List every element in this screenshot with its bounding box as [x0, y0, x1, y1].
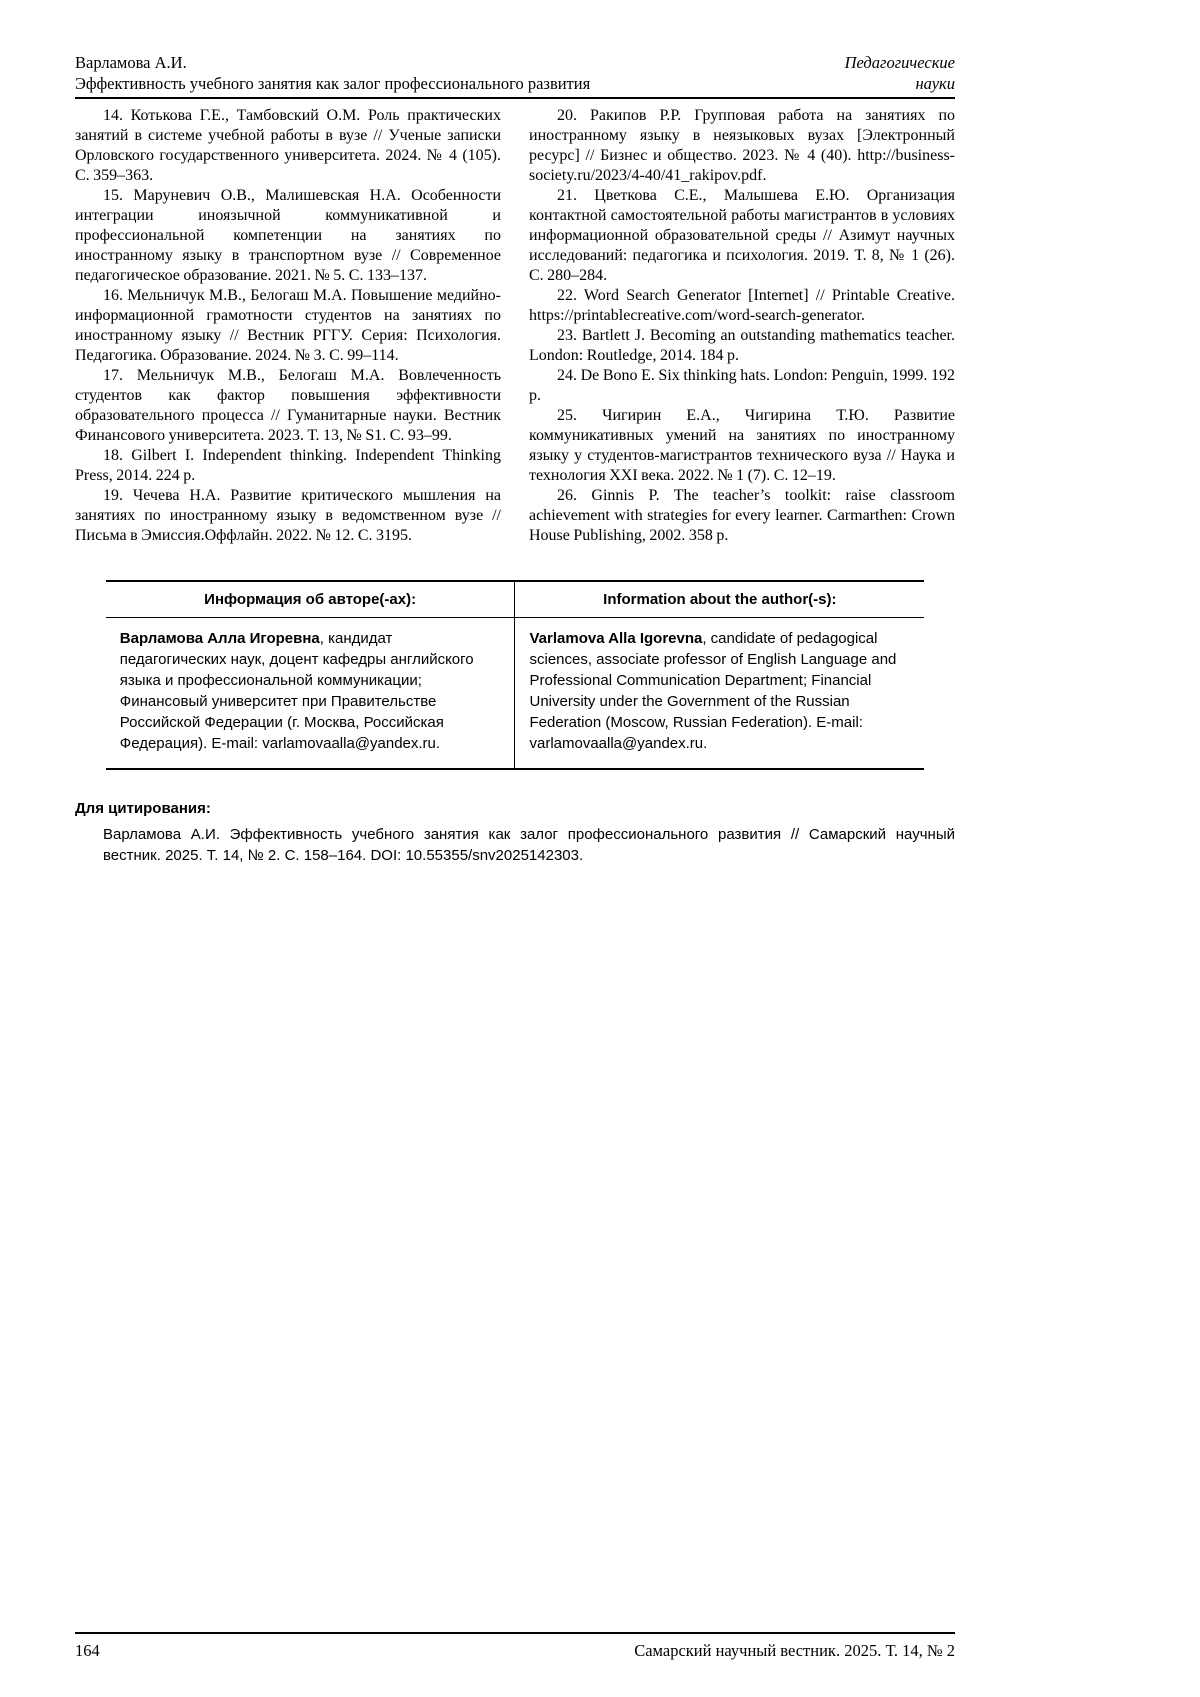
journal-section-line1: Педагогические [844, 53, 955, 72]
reference-item: 14. Котькова Г.Е., Тамбовский О.М. Роль практических занятий в системе учебной работы в вузе // Ученые записки Орловского государственного университета. 2024. № 4 (105). С. 359–363. [75, 107, 501, 184]
author-name-ru: Варламова Алла Игоревна [119, 630, 320, 647]
running-header-row-2 [75, 73, 955, 94]
footer-journal-title: Самарский научный вестник. 2025. Т. 14, № 2 [634, 1641, 955, 1660]
page-footer [75, 1632, 955, 1661]
references-section [75, 106, 955, 546]
page-number: 164 [75, 1641, 100, 1660]
reference-item: 25. Чигирин Е.А., Чигирина Т.Ю. Развитие коммуникативных умений на занятиях по иностранному языку у студентов-магистрантов технического вуза // Наука и технология XXI века. 2022. № 1 (7). С. 12–19. [529, 407, 955, 484]
author-info-header-ru: Информация об авторе(-ах): [106, 581, 515, 618]
reference-item: 19. Чечева Н.А. Развитие критического мышления на занятиях по иностранному языку в ведомственном вузе // Письма в Эмиссия.Оффлайн. 2022. № 12. С. 3195. [75, 487, 501, 544]
running-author: Варламова А.И. [75, 53, 187, 72]
running-title: Эффективность учебного занятия как залог профессионального развития [75, 74, 591, 93]
running-header [75, 52, 955, 99]
reference-item: 23. Bartlett J. Becoming an outstanding mathematics teacher. London: Routledge, 2014. 184 p. [529, 327, 955, 364]
citation-label: Для цитирования: [75, 800, 211, 817]
reference-item: 17. Мельничук М.В., Белогаш М.А. Вовлеченность студентов как фактор повышения эффективности образовательного процесса // Гуманитарные науки. Вестник Финансового университета. 2023. Т. 13, № S1. С. 93–99. [75, 367, 501, 444]
author-info-cell-en [515, 618, 924, 770]
citation-text: Варламова А.И. Эффективность учебного занятия как залог профессионального развития // Самарский научный вестник. 2025. Т. 14, № 2. С. 158–164. DOI: 10.55355/snv2025142303. [103, 826, 955, 864]
references-column-right [529, 106, 955, 546]
reference-item: 22. Word Search Generator [Internet] // Printable Creative. https://printablecreative.com/word-search-generator. [529, 287, 955, 324]
author-name-en: Varlamova Alla Igorevna [529, 630, 703, 647]
author-details-en: , candidate of pedagogical sciences, associate professor of English Language and Professional Communication Department; Financial University under the Government of the Russian Federation (Moscow, Russian Federation). E-mail: varlamovaalla@yandex.ru. [529, 630, 897, 752]
author-details-ru: , кандидат педагогических наук, доцент кафедры английского языка и профессиональной коммуникации; Финансовый университет при Правительстве Российской Федерации (г. Москва, Российская Федерация). E-mail: varlamovaalla@yandex.ru. [119, 630, 474, 752]
author-info-body-row [106, 618, 924, 770]
author-info-cell-ru [106, 618, 515, 770]
reference-item: 18. Gilbert I. Independent thinking. Independent Thinking Press, 2014. 224 p. [75, 447, 501, 484]
reference-item: 24. De Bono E. Six thinking hats. London: Penguin, 1999. 192 p. [529, 367, 955, 404]
reference-item: 20. Ракипов Р.Р. Групповая работа на занятиях по иностранному языку в неязыковых вузах [Электронный ресурс] // Бизнес и общество. 2023. № 4 (40). http://business-society.ru/2023/4-40/41_rakipov.pdf. [529, 107, 955, 184]
reference-item: 21. Цветкова С.Е., Малышева Е.Ю. Организация контактной самостоятельной работы магистрантов в условиях информационной образовательной среды // Азимут научных исследований: педагогика и психология. 2019. Т. 8, № 1 (26). С. 280–284. [529, 187, 955, 284]
author-info-table [106, 580, 924, 770]
reference-item: 16. Мельничук М.В., Белогаш М.А. Повышение медийно-информационной грамотности студентов на занятиях по иностранному языку // Вестник РГГУ. Серия: Психология. Педагогика. Образование. 2024. № 3. С. 99–114. [75, 287, 501, 364]
references-column-left [75, 106, 501, 546]
journal-section-line2: науки [915, 74, 955, 93]
citation-block [75, 798, 955, 866]
reference-item: 26. Ginnis P. The teacher’s toolkit: raise classroom achievement with strategies for every learner. Carmarthen: Crown House Publishing, 2002. 358 p. [529, 487, 955, 544]
reference-item: 15. Маруневич О.В., Малишевская Н.А. Особенности интеграции иноязычной коммуникативной и профессиональной компетенции на занятиях по иностранному языку в транспортном вузе // Современное педагогическое образование. 2021. № 5. С. 133–137. [75, 187, 501, 284]
author-info-header-row [106, 581, 924, 618]
author-info-header-en: Information about the author(-s): [515, 581, 924, 618]
running-header-row-1 [75, 52, 955, 73]
